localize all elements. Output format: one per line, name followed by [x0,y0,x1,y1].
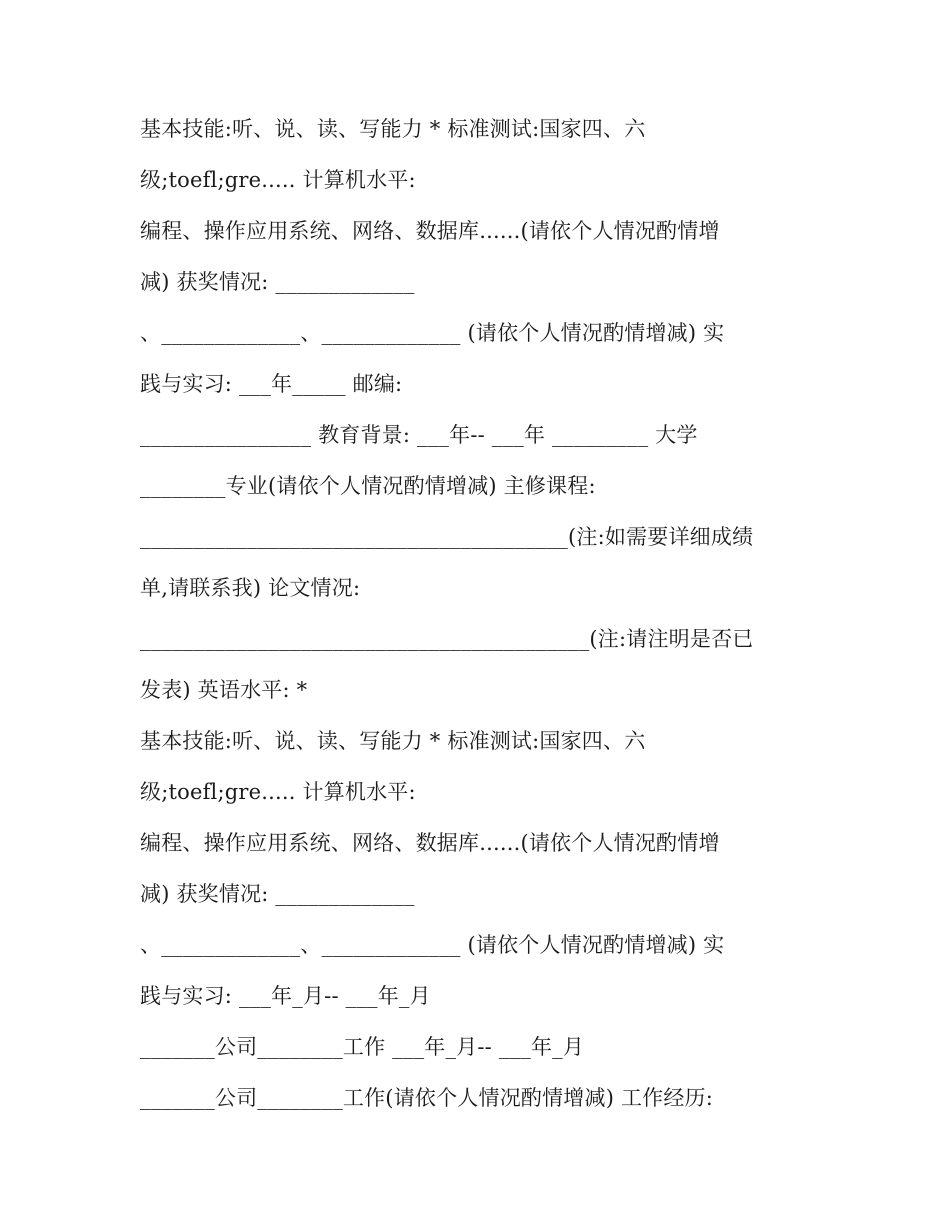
text-line: 编程、操作应用系统、网络、数据库......(请依个人情况酌情增 [140,219,720,243]
text-line: 级;toefl;gre..... 计算机水平: [140,780,416,804]
text-line: 基本技能:听、说、读、写能力 * 标准测试:国家四、六 [140,729,646,753]
text-line: 践与实习: ___年_月-- ___年_月 [140,984,431,1008]
text-line: ________________________________________(注:如需要详细成绩 [140,525,754,549]
text-line: ________专业(请依个人情况酌情增减) 主修课程: [140,474,596,498]
text-line: 发表) 英语水平: * [140,678,308,702]
text-line: 、_____________、_____________ (请依个人情况酌情增减) 实 [140,933,725,957]
text-line: 基本技能:听、说、读、写能力 * 标准测试:国家四、六 [140,117,646,141]
text-line: __________________________________________(注:请注明是否已 [140,627,754,651]
text-line: ________________ 教育背景: ___年-- ___年 _________ 大学 [140,423,698,447]
document-body [140,104,820,1124]
text-line: _______公司________工作 ___年_月-- ___年_月 [140,1035,585,1059]
text-line: 减) 获奖情况: _____________ [140,882,415,906]
text-line: 减) 获奖情况: _____________ [140,270,415,294]
text-line: 践与实习: ___年_____ 邮编: [140,372,403,396]
text-line: _______公司________工作(请依个人情况酌情增减) 工作经历: [140,1086,714,1110]
text-line: 级;toefl;gre..... 计算机水平: [140,168,416,192]
text-line: 编程、操作应用系统、网络、数据库......(请依个人情况酌情增 [140,831,720,855]
text-line: 单,请联系我) 论文情况: [140,576,361,600]
text-line: 、_____________、_____________ (请依个人情况酌情增减) 实 [140,321,725,345]
